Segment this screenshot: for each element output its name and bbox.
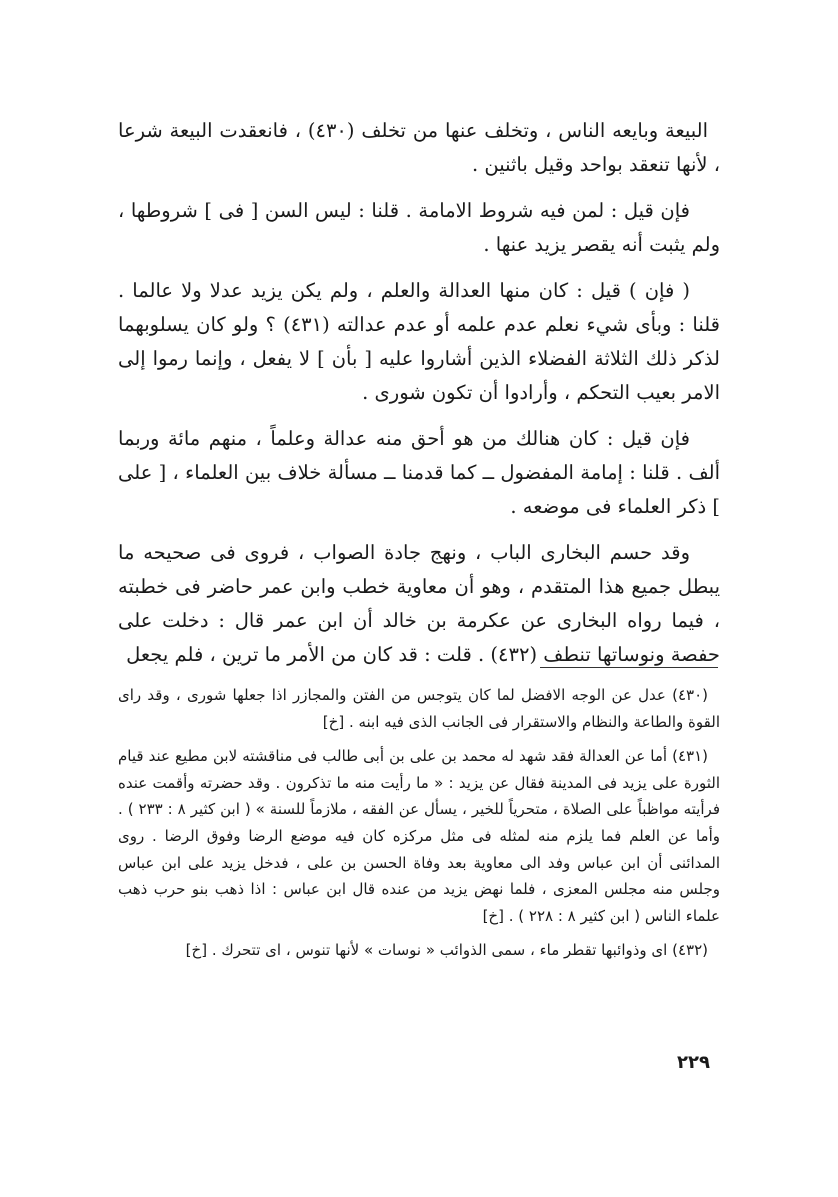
main-paragraph: فإن قيل : كان هنالك من هو أحق منه عدالة وعلماً ، منهم مائة وربما ألف . قلنا : إمامة المفضول ــ كما قدمنا ــ مسألة خلاف بين العلماء ، [ على ] ذكر العلماء فى موضعه . (118, 427, 720, 518)
main-text-body (118, 114, 720, 684)
footnote-separator (540, 667, 718, 668)
footnote: (٤٣٢) اى وذوائبها تقطر ماء ، سمى الذوائب « نوسات » لأنها تنوس ، اى تتحرك . [خ] (185, 941, 708, 960)
main-paragraph: وقد حسم البخارى الباب ، ونهج جادة الصواب ، فروى فى صحيحه ما يبطل جميع هذا المتقدم ، وهو أن معاوية خطب وابن عمر حاضر فى خطبته ، فيما رواه البخارى عن عكرمة بن خالد أن ابن عمر قال : دخلت على حفصة ونوساتها تنطف (٤٣٢) . قلت : قد كان من الأمر ما ترين ، فلم يجعل (118, 541, 720, 666)
main-paragraph: فإن قيل : لمن فيه شروط الامامة . قلنا : ليس السن [ فى ] شروطها ، ولم يثبت أنه يقصر يزيد عنها . (118, 199, 720, 256)
footnote: (٤٣١) أما عن العدالة فقد شهد له محمد بن على بن أبى طالب فى مناقشته لابن مطيع عند قيام الثورة على يزيد فى المدينة فقال عن يزيد : « ما رأيت منه ما تذكرون . وقد حضرته وأقمت عنده فرأيته مواظباً على الصلاة ، متحرياً للخير ، يسأل عن الفقه ، ملازماً للسنة » ( ابن كثير ٨ : ٢٣٣ ) . وأما عن العلم فما يلزم منه لمثله فى مثل مركزه كان فيه موضع الرضا وفوق الرضا . روى المدائنى أن ابن عباس وفد الى معاوية بعد وفاة الحسن بن على ، فدخل يزيد على ابن عباس وجلس منه مجلس المعزى ، فلما نهض يزيد من عنده قال ابن عباس : اذا ذهب بنو حرب ذهب علماء الناس ( ابن كثير ٨ : ٢٢٨ ) . [خ] (118, 747, 720, 925)
page-number: ٢٢٩ (677, 1052, 710, 1073)
footnotes-section (118, 682, 720, 972)
footnote: (٤٣٠) عدل عن الوجه الافضل لما كان يتوجس من الفتن والمجازر اذا جعلها شورى ، وقد راى القوة والطاعة والنظام والاستقرار فى الجانب الذى فيه ابنه . [خ] (118, 686, 720, 731)
main-paragraph: البيعة وبايعه الناس ، وتخلف عنها من تخلف (٤٣٠) ، فانعقدت البيعة شرعا ، لأنها تنعقد بواحد وقيل باثنين . (118, 119, 720, 176)
main-paragraph: ( فإن ) قيل : كان منها العدالة والعلم ، ولم يكن يزيد عدلا ولا عالما . قلنا : وبأى شيء نعلم عدم علمه أو عدم عدالته (٤٣١) ؟ ولو كان يسلوبهما لذكر ذلك الثلاثة الفضلاء الذين أشاروا عليه [ بأن ] لا يفعل ، وإنما رموا إلى الامر بعيب التحكم ، وأرادوا أن تكون شورى . (118, 279, 720, 404)
